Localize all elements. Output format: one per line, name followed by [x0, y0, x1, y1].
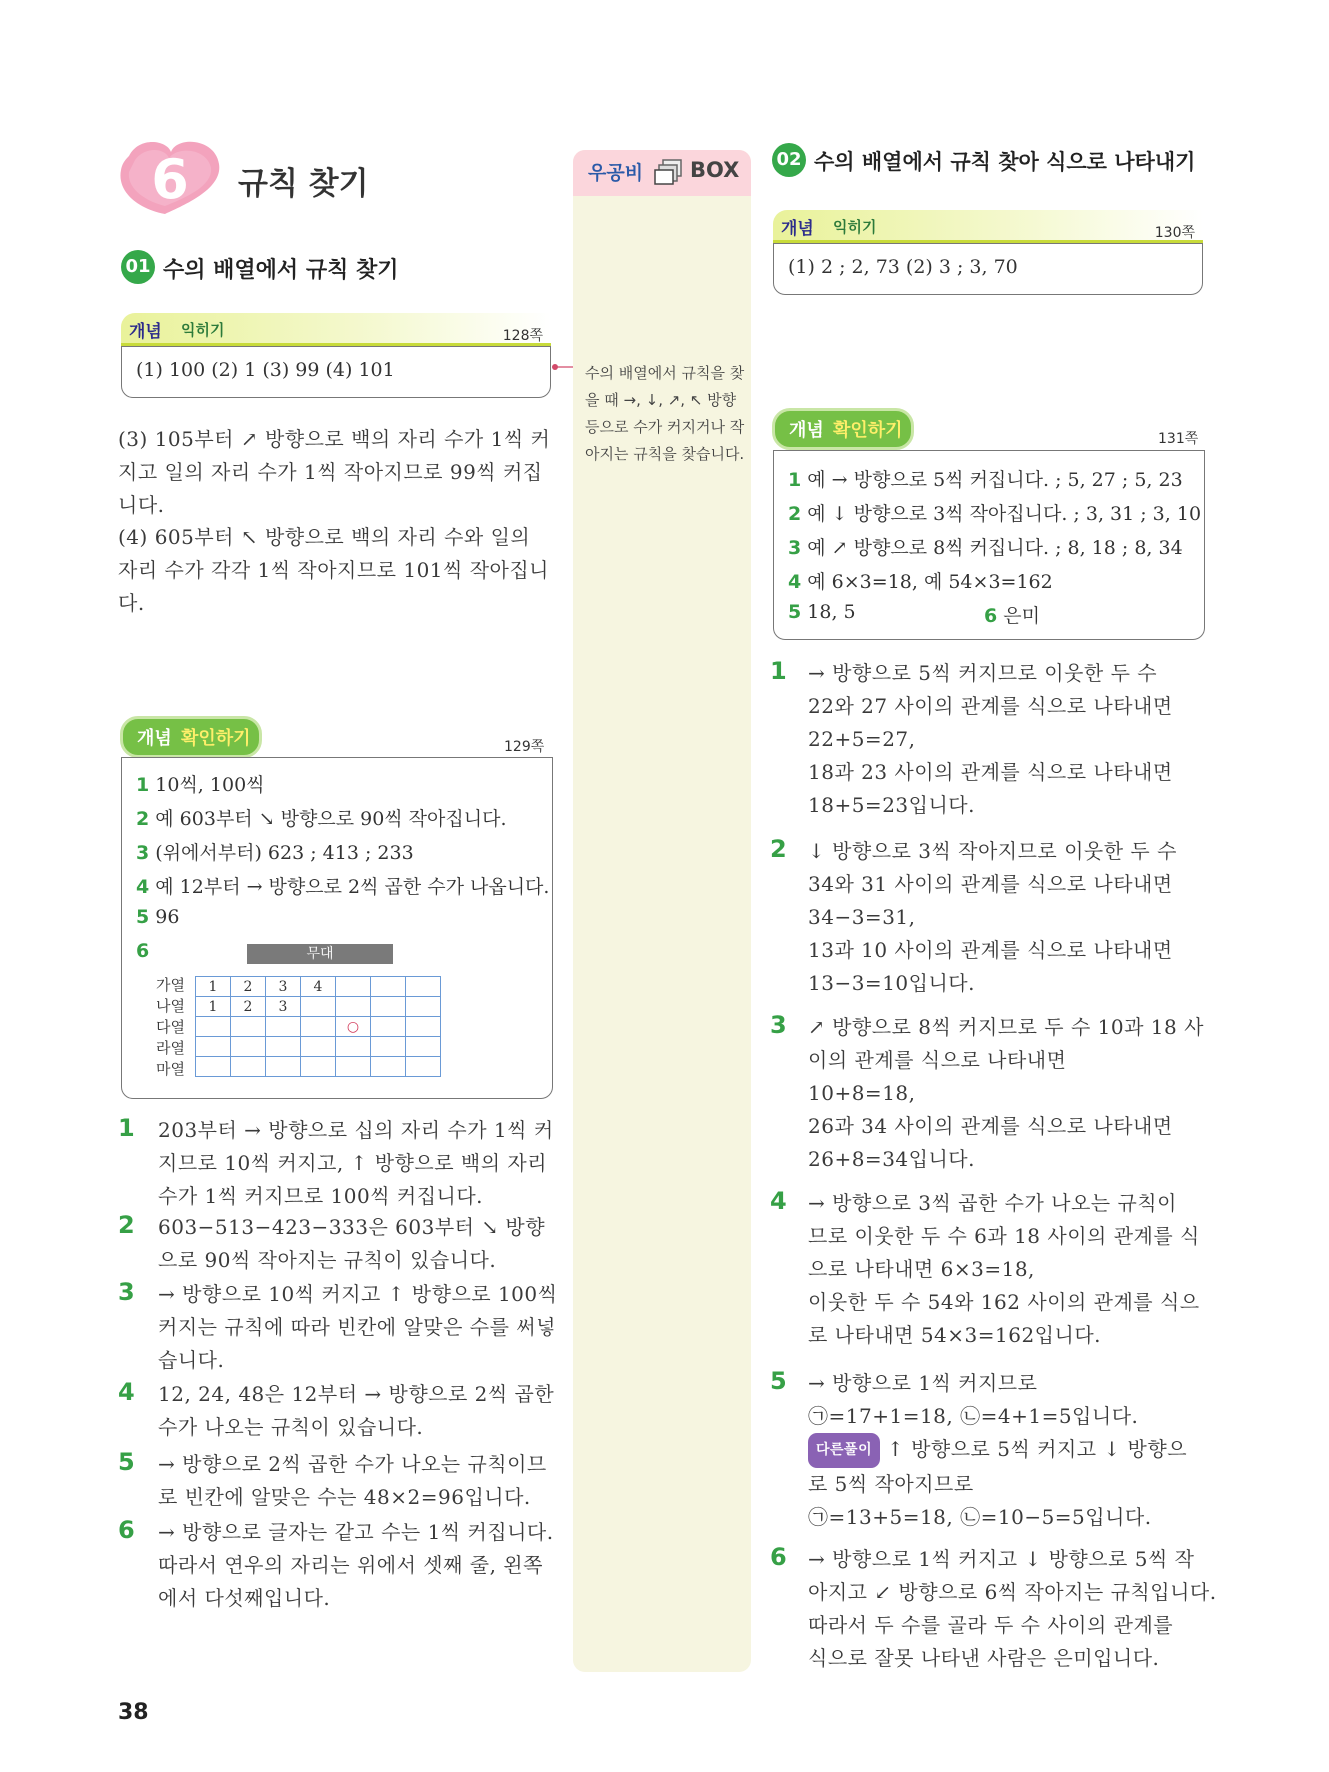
section-01-badge: 01 — [121, 250, 155, 284]
answer-number: 2 — [136, 808, 150, 830]
seat-cell — [371, 977, 406, 997]
explanation-number: 4 — [118, 1378, 135, 1406]
right-practice-answer: (1) 2 ; 2, 73 (2) 3 ; 3, 70 — [788, 256, 1018, 278]
seat-row — [196, 1057, 441, 1077]
answer-text: 96 — [155, 906, 180, 928]
box-note: 수의 배열에서 규칙을 찾을 때 →, ↓, ↗, ↖ 방향 등으로 수가 커지거나 작아지는 규칙을 찾습니다. — [585, 364, 745, 463]
answer-text: 10씩, 100씩 — [155, 774, 265, 796]
answer-number: 2 — [788, 503, 802, 525]
answer-row — [136, 906, 549, 940]
answer-number: 3 — [136, 842, 150, 864]
seat-cell — [196, 1057, 231, 1077]
right-practice-box — [773, 210, 1203, 295]
seat-cell — [301, 1057, 336, 1077]
box-label-brand: 우공비 — [588, 162, 644, 184]
left-practice-answer-box — [121, 346, 551, 398]
answer-row — [788, 567, 1201, 601]
explanation-body — [808, 1367, 1208, 1534]
explanation-number: 3 — [770, 1011, 787, 1039]
chapter-title: 규칙 찾기 — [238, 166, 369, 202]
explanation-line: 34와 31 사이의 관계를 식으로 나타내면 — [808, 872, 1173, 896]
explanation-text: → 방향으로 2씩 곱한 수가 나오는 규칙이므로 빈칸에 알맞은 수는 48×2=96입니다. — [158, 1452, 547, 1509]
row-labels — [156, 975, 185, 1080]
answer-row — [788, 533, 1201, 567]
seat-cell — [301, 1017, 336, 1037]
seat-cell — [266, 1037, 301, 1057]
pill-label-weak: 확인하기 — [833, 420, 903, 441]
seat-cell: ○ — [336, 1017, 371, 1037]
explanation-line: 22와 27 사이의 관계를 식으로 나타내면 — [808, 694, 1173, 718]
explanation-text: → 방향으로 10씩 커지고 ↑ 방향으로 100씩 커지는 규칙에 따라 빈칸에 알맞은 수를 써넣습니다. — [158, 1282, 558, 1372]
seat-cell — [301, 997, 336, 1017]
explanation-text: 603−513−423−333은 603부터 ↘ 방향으로 90씩 작아지는 규칙이 있습니다. — [158, 1215, 546, 1272]
explanation-line: 이웃한 두 수 54와 162 사이의 관계를 식으 — [808, 1290, 1200, 1314]
explanation-number: 1 — [770, 657, 787, 685]
explanation-body — [808, 835, 1208, 1000]
section-01-title: 수의 배열에서 규칙 찾기 — [163, 258, 399, 283]
answer-text: 은미 — [1003, 605, 1040, 627]
explanation-line: → 방향으로 3씩 곱한 수가 나오는 규칙이 — [808, 1191, 1177, 1215]
answer-row — [788, 601, 1188, 635]
answer-row — [788, 465, 1201, 499]
explanation-number: 2 — [118, 1211, 135, 1239]
explanation-line: 므로 이웃한 두 수 6과 18 사이의 관계를 식 — [808, 1224, 1200, 1248]
seat-cell — [231, 1037, 266, 1057]
tab-label-weak: 익히기 — [181, 321, 225, 339]
answer-number: 5 — [788, 601, 802, 623]
seat-cell — [406, 1057, 441, 1077]
seat-cell — [406, 977, 441, 997]
explanation-line: 22+5=27, — [808, 727, 916, 751]
stage-label: 무대 — [247, 944, 393, 964]
pill-label-weak: 확인하기 — [181, 728, 251, 749]
answer-text: 예 12부터 → 방향으로 2씩 곱한 수가 나옵니다. — [155, 876, 550, 898]
seat-cell — [266, 1017, 301, 1037]
explanation-line: 34−3=31, — [808, 905, 916, 929]
right-practice-answer-box — [773, 243, 1203, 295]
seat-cell — [196, 1017, 231, 1037]
seat-row — [196, 977, 441, 997]
tab-label-strong: 개념 — [781, 219, 814, 239]
left-practice-expl-3: (3) 105부터 ↗ 방향으로 백의 자리 수가 1씩 커지고 일의 자리 수가 1씩 작아지므로 99씩 커집니다. — [118, 427, 551, 517]
seat-cell — [371, 997, 406, 1017]
seat-cell: 2 — [231, 977, 266, 997]
seat-cell: 2 — [231, 997, 266, 1017]
explanation-line: 18+5=23입니다. — [808, 793, 975, 817]
explanation-line: 로 나타내면 54×3=162입니다. — [808, 1323, 1101, 1347]
seat-cell — [371, 1057, 406, 1077]
seat-cell — [336, 1037, 371, 1057]
seat-cell — [266, 1057, 301, 1077]
seat-cell — [196, 1037, 231, 1057]
explanation-number: 2 — [770, 835, 787, 863]
explanation-text: → 방향으로 글자는 같고 수는 1씩 커집니다. 따라서 연우의 자리는 위에서 셋째 줄, 왼쪽에서 다섯째입니다. — [158, 1520, 554, 1610]
explanation-number: 5 — [118, 1448, 135, 1476]
row-label: 가열 — [156, 976, 185, 994]
seat-cell: 3 — [266, 977, 301, 997]
answer-number: 1 — [788, 469, 802, 491]
answer-number: 1 — [136, 774, 150, 796]
explanation-line: → 방향으로 5씩 커지므로 이웃한 두 수 — [808, 661, 1158, 685]
explanation-text: 12, 24, 48은 12부터 → 방향으로 2씩 곱한 수가 나오는 규칙이 있습니다. — [158, 1382, 555, 1439]
answer-row — [136, 804, 549, 838]
explanation-line: 13과 10 사이의 관계를 식으로 나타내면 — [808, 938, 1173, 962]
answer-text: 예 ↗ 방향으로 8씩 커집니다. ; 8, 18 ; 8, 34 — [807, 537, 1183, 559]
row-label: 마열 — [156, 1060, 185, 1078]
seat-cell — [336, 997, 371, 1017]
seat-cell — [231, 1017, 266, 1037]
explanation-line: 으로 나타내면 6×3=18, — [808, 1257, 1035, 1281]
answer-text: 예 603부터 ↘ 방향으로 90씩 작아집니다. — [155, 808, 507, 830]
explanation-line: 아지고 ↙ 방향으로 6씩 작아지는 규칙입니다. — [808, 1580, 1217, 1604]
page-reference: 129쪽 — [504, 739, 545, 755]
answer-number: 4 — [788, 571, 802, 593]
page-reference: 128쪽 — [502, 328, 543, 344]
section-02-badge: 02 — [772, 143, 806, 177]
explanation-line: 따라서 두 수를 골라 두 수 사이의 관계를 — [808, 1613, 1174, 1637]
page-reference: 130쪽 — [1154, 225, 1195, 241]
answer-number: 4 — [136, 876, 150, 898]
tab-label-strong: 개념 — [129, 322, 162, 342]
seat-row — [196, 997, 441, 1017]
explanation-line: ㉠=13+5=18, ㉡=10−5=5입니다. — [808, 1505, 1152, 1529]
explanation-line: 10+8=18, — [808, 1081, 916, 1105]
seat-cell — [406, 997, 441, 1017]
explanation-line: 18과 23 사이의 관계를 식으로 나타내면 — [808, 760, 1173, 784]
seat-cell: 4 — [301, 977, 336, 997]
explanation-number: 6 — [118, 1516, 135, 1544]
alt-solution-badge: 다른풀이 — [808, 1433, 880, 1468]
explanation-line: ㉠=17+1=18, ㉡=4+1=5입니다. — [808, 1404, 1139, 1428]
seat-cell — [406, 1017, 441, 1037]
answer-text: (위에서부터) 623 ; 413 ; 233 — [155, 842, 414, 864]
explanation-line: 13−3=10입니다. — [808, 971, 975, 995]
left-check-answers — [136, 770, 549, 970]
answer-text: 18, 5 — [807, 601, 856, 623]
explanation-line: 26+8=34입니다. — [808, 1147, 975, 1171]
explanation-line: → 방향으로 1씩 커지므로 — [808, 1371, 1038, 1395]
seat-cell — [371, 1037, 406, 1057]
explanation-number: 3 — [118, 1278, 135, 1306]
explanation-line: 이의 관계를 식으로 나타내면 — [808, 1048, 1067, 1072]
explanation-line: → 방향으로 1씩 커지고 ↓ 방향으로 5씩 작 — [808, 1547, 1195, 1571]
explanation-number: 4 — [770, 1187, 787, 1215]
left-practice-tab — [121, 313, 551, 346]
answer-text: 예 6×3=18, 예 54×3=162 — [807, 571, 1053, 593]
explanation-body — [808, 1011, 1208, 1176]
answer-row — [136, 770, 549, 804]
seat-grid — [195, 976, 441, 1077]
right-check-answers — [788, 465, 1201, 635]
left-practice-answer: (1) 100 (2) 1 (3) 99 (4) 101 — [136, 359, 395, 381]
answer-number: 5 — [136, 906, 150, 928]
answer-text: 예 ↓ 방향으로 3씩 작아집니다. ; 3, 31 ; 3, 10 — [807, 503, 1202, 525]
explanation-line — [808, 1433, 1208, 1468]
seat-cell — [336, 977, 371, 997]
explanation-number: 5 — [770, 1367, 787, 1395]
explanation-line: 26과 34 사이의 관계를 식으로 나타내면 — [808, 1114, 1173, 1138]
right-practice-tab — [773, 210, 1203, 243]
left-practice-box — [121, 313, 551, 398]
page-reference: 131쪽 — [1158, 431, 1199, 447]
seat-cell — [301, 1037, 336, 1057]
left-check-pill — [120, 716, 262, 758]
answer-row — [788, 499, 1201, 533]
explanation-line: 로 5씩 작아지므로 — [808, 1472, 974, 1496]
right-check-pill — [772, 408, 914, 450]
tab-label-weak: 익히기 — [833, 218, 877, 236]
seat-cell: 1 — [196, 977, 231, 997]
explanation-line: 식으로 잘못 나타낸 사람은 은미입니다. — [808, 1646, 1160, 1670]
left-check-box — [121, 757, 553, 1099]
answer-row — [136, 872, 549, 906]
explanation-number: 6 — [770, 1543, 787, 1571]
explanation-text: ↑ 방향으로 5씩 커지고 ↓ 방향으 — [886, 1437, 1188, 1461]
seat-cell — [406, 1037, 441, 1057]
explanation-line: ↗ 방향으로 8씩 커지므로 두 수 10과 18 사 — [808, 1015, 1204, 1039]
explanation-line: ↓ 방향으로 3씩 작아지므로 이웃한 두 수 — [808, 839, 1177, 863]
row-label: 다열 — [156, 1018, 185, 1036]
answer-number: 3 — [788, 537, 802, 559]
row-label: 라열 — [156, 1039, 185, 1057]
seat-cell: 1 — [196, 997, 231, 1017]
answer-row — [136, 838, 549, 872]
answer-text: 예 → 방향으로 5씩 커집니다. ; 5, 27 ; 5, 23 — [807, 469, 1183, 491]
seat-cell — [371, 1017, 406, 1037]
section-02-title: 수의 배열에서 규칙 찾아 식으로 나타내기 — [814, 150, 1196, 174]
explanation-number: 1 — [118, 1114, 135, 1142]
answer-number: 6 — [136, 940, 150, 962]
explanation-body — [808, 657, 1208, 822]
right-check-box — [773, 450, 1205, 640]
seat-row — [196, 1037, 441, 1057]
seat-cell — [336, 1057, 371, 1077]
explanation-body — [808, 1187, 1208, 1352]
left-practice-expl-4: (4) 605부터 ↖ 방향으로 백의 자리 수와 일의 자리 수가 각각 1씩 작아지므로 101씩 작아집니다. — [118, 525, 549, 615]
page-number: 38 — [118, 1700, 149, 1725]
explanation-text: 203부터 → 방향으로 십의 자리 수가 1씩 커지므로 10씩 커지고, ↑ 방향으로 백의 자리 수가 1씩 커지므로 100씩 커집니다. — [158, 1118, 554, 1208]
seat-row — [196, 1017, 441, 1037]
pill-label-strong: 개념 — [789, 420, 824, 441]
seat-cell — [231, 1057, 266, 1077]
box-icon — [654, 157, 684, 187]
seat-cell: 3 — [266, 997, 301, 1017]
explanation-body — [808, 1543, 1217, 1675]
box-label: BOX — [690, 158, 740, 182]
pill-label-strong: 개념 — [137, 728, 172, 749]
answer-number: 6 — [984, 605, 998, 627]
row-label: 나열 — [156, 997, 185, 1015]
chapter-number: 6 — [151, 148, 189, 211]
